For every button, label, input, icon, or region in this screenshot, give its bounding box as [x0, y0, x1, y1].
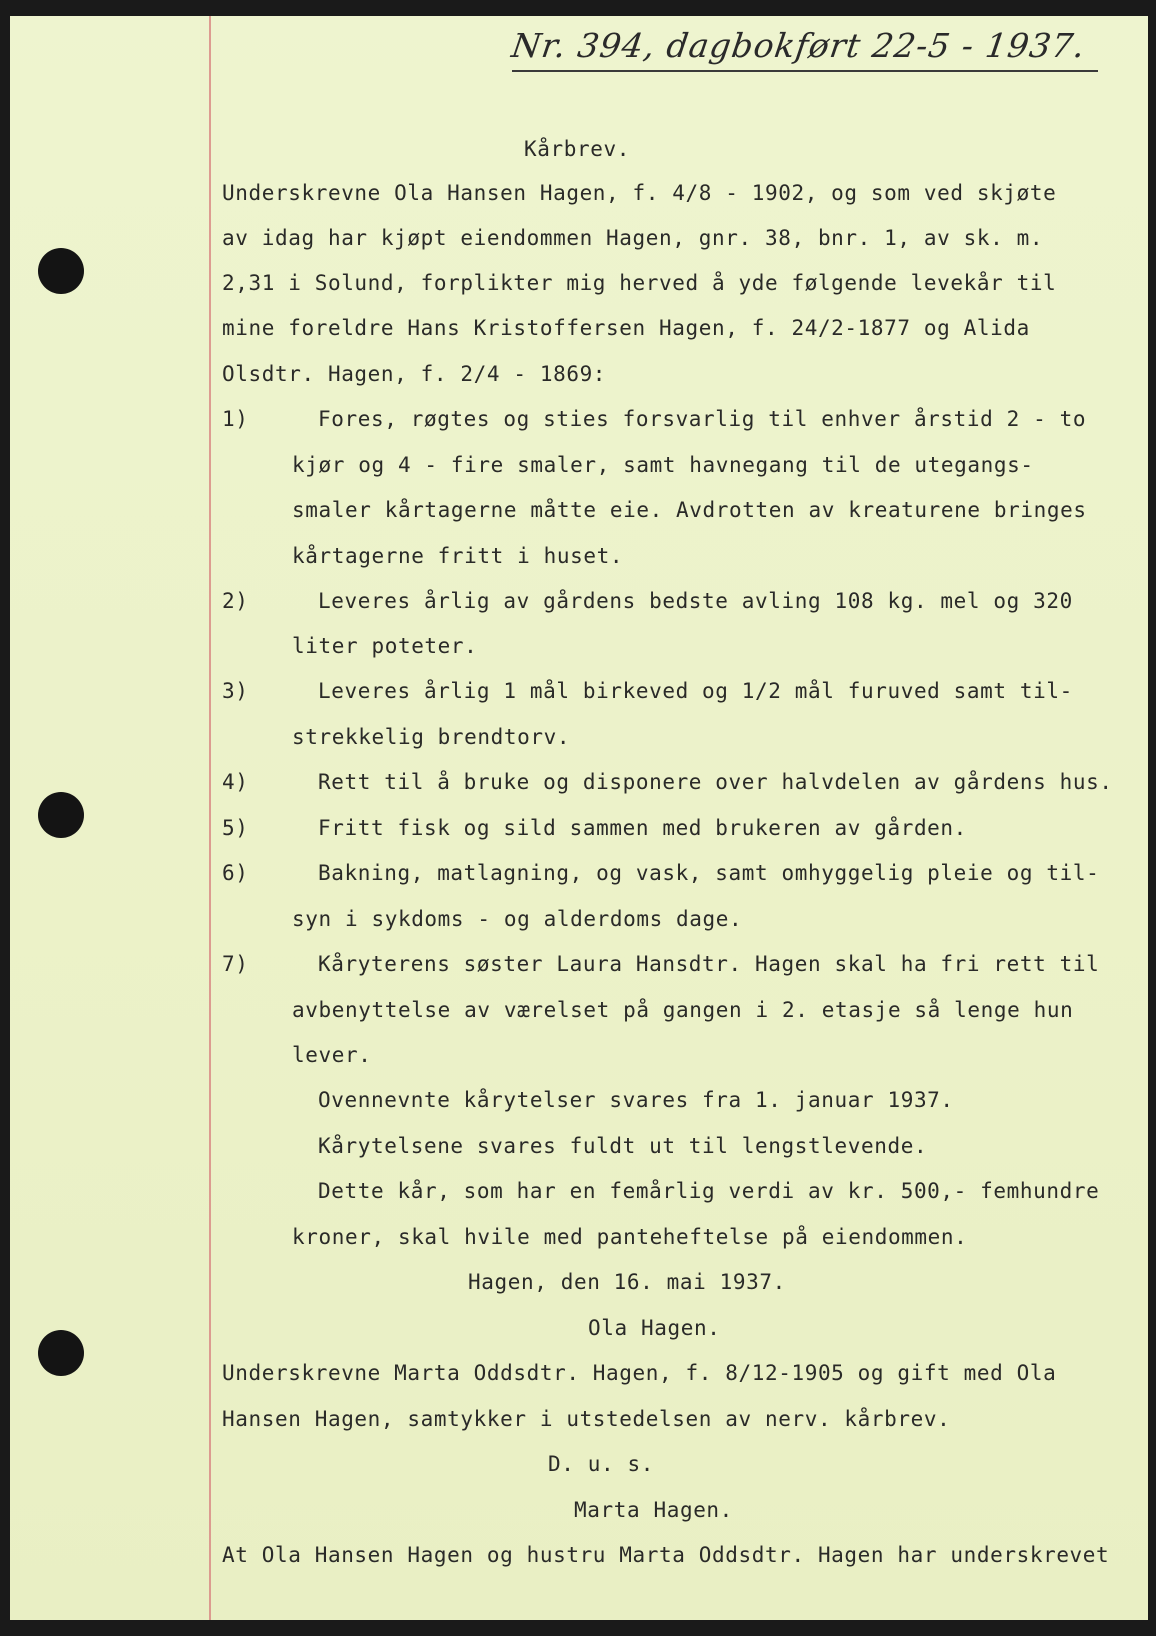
punch-hole — [38, 792, 84, 838]
item-line: Kåryterens søster Laura Hansdtr. Hagen skal ha fri rett til — [318, 952, 1100, 976]
scan-border-left — [0, 0, 10, 1636]
closing-line: Dette kår, som har en femårlig verdi av kr. 500,- femhundre — [318, 1179, 1100, 1203]
consent-line: Hansen Hagen, samtykker i utstedelsen av nerv. kårbrev. — [222, 1407, 951, 1431]
item-number: 1) — [222, 407, 249, 431]
item-number: 5) — [222, 816, 249, 840]
item-line: Leveres årlig av gårdens bedste avling 108 kg. mel og 320 — [318, 589, 1073, 613]
item-number: 6) — [222, 861, 249, 885]
item-line: Fores, røgtes og sties forsvarlig til enhver årstid 2 - to — [318, 407, 1087, 431]
dus-line: D. u. s. — [548, 1452, 654, 1476]
handwritten-header: Nr. 394, dagbokført 22-5 - 1937. — [509, 26, 1088, 65]
closing-line: Ovennevnte kårytelser svares fra 1. januar 1937. — [318, 1088, 954, 1112]
intro-line: av idag har kjøpt eiendommen Hagen, gnr. 38, bnr. 1, av sk. m. — [222, 226, 1044, 250]
header-underline — [512, 70, 1098, 72]
punch-hole — [38, 248, 84, 294]
final-line: At Ola Hansen Hagen og hustru Marta Oddsdtr. Hagen har underskrevet — [222, 1543, 1110, 1567]
item-line: Rett til å bruke og disponere over halvdelen av gårdens hus. — [318, 770, 1113, 794]
item-line: kjør og 4 - fire smaler, samt havnegang til de utegangs- — [292, 453, 1034, 477]
closing-line: kroner, skal hvile med panteheftelse på eiendommen. — [292, 1225, 968, 1249]
item-line: avbenyttelse av værelset på gangen i 2. etasje så lenge hun — [292, 998, 1074, 1022]
item-line: Bakning, matlagning, og vask, samt omhyggelig pleie og til- — [318, 861, 1100, 885]
item-line: liter poteter. — [292, 634, 478, 658]
consent-line: Underskrevne Marta Oddsdtr. Hagen, f. 8/12-1905 og gift med Ola — [222, 1361, 1057, 1385]
scan-border-bottom — [0, 1620, 1156, 1636]
intro-line: 2,31 i Solund, forplikter mig herved å yde følgende levekår til — [222, 271, 1057, 295]
item-line: smaler kårtagerne måtte eie. Avdrotten av kreaturene bringes — [292, 498, 1087, 522]
margin-line — [209, 16, 211, 1620]
intro-line: Underskrevne Ola Hansen Hagen, f. 4/8 - 1902, og som ved skjøte — [222, 181, 1057, 205]
item-line: Fritt fisk og sild sammen med brukeren av gården. — [318, 816, 967, 840]
signature: Marta Hagen. — [574, 1498, 733, 1522]
item-line: lever. — [292, 1043, 372, 1067]
item-line: syn i sykdoms - og alderdoms dage. — [292, 907, 743, 931]
item-number: 2) — [222, 589, 249, 613]
intro-line: Olsdtr. Hagen, f. 2/4 - 1869: — [222, 362, 607, 386]
scan-border-top — [0, 0, 1156, 16]
closing-line: Kårytelsene svares fuldt ut til lengstlevende. — [318, 1134, 928, 1158]
punch-hole — [38, 1330, 84, 1376]
item-line: strekkelig brendtorv. — [292, 725, 571, 749]
document-title: Kårbrev. — [524, 137, 630, 161]
item-number: 7) — [222, 952, 249, 976]
item-line: kårtagerne fritt i huset. — [292, 544, 624, 568]
item-number: 3) — [222, 679, 249, 703]
scan-border-right — [1148, 0, 1156, 1636]
intro-line: mine foreldre Hans Kristoffersen Hagen, f. 24/2-1877 og Alida — [222, 316, 1030, 340]
item-line: Leveres årlig 1 mål birkeved og 1/2 mål furuved samt til- — [318, 679, 1073, 703]
item-number: 4) — [222, 770, 249, 794]
signature: Ola Hagen. — [588, 1316, 721, 1340]
place-date: Hagen, den 16. mai 1937. — [468, 1270, 786, 1294]
